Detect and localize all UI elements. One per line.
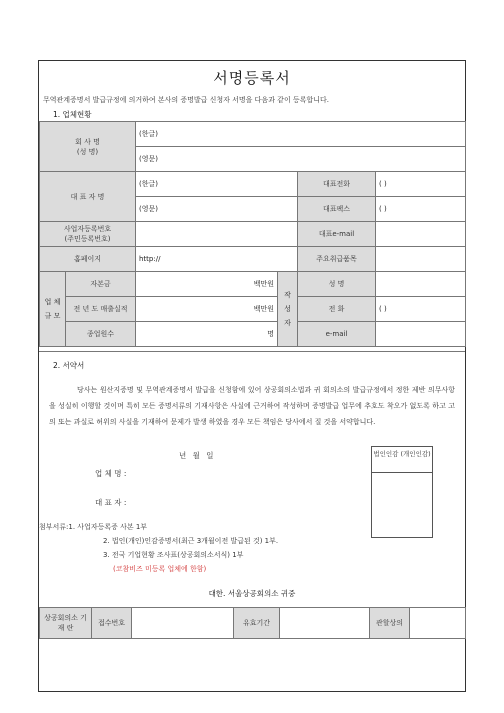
company-info-table xyxy=(39,121,466,347)
items-field[interactable] xyxy=(376,247,466,272)
section1-title: 1. 업체현황 xyxy=(53,110,92,119)
rep-name-label: 대 표 자 명 xyxy=(40,172,136,222)
attachment-item: 2. 법인(개인)인감증명서(최근 3개월이전 발급된 것) 1부. xyxy=(103,537,279,545)
section2-title: 2. 서약서 xyxy=(53,361,85,370)
attachment-note: (코참비즈 미등록 업체에 한함) xyxy=(113,565,207,573)
office-entry-label: 상공회의소 기 재 란 xyxy=(40,608,92,639)
attachment-item: 3. 전국 기업현황 조사표(상공회의소서식) 1부 xyxy=(103,551,244,559)
email-field[interactable] xyxy=(376,222,466,247)
rep-name-korean-field[interactable]: (한글) xyxy=(136,172,298,197)
sales-label: 전 년 도 매출실적 xyxy=(66,297,136,322)
writer-tel-label: 전 화 xyxy=(298,297,376,322)
homepage-field[interactable]: http:// xyxy=(136,247,298,272)
fax-label: 대표팩스 xyxy=(298,197,376,222)
employees-field[interactable]: 명 xyxy=(136,322,278,347)
biz-number-label: 사업자등록번호 (주민등록번호) xyxy=(40,222,136,247)
scale-label: 업 체 규 모 xyxy=(40,272,66,347)
writer-email-label: e-mail xyxy=(298,322,376,347)
office-use-table xyxy=(39,607,466,639)
seal-box[interactable] xyxy=(371,446,433,538)
representative-line: 대 표 자 : xyxy=(95,498,127,507)
writer-label: 작 성 자 xyxy=(278,272,298,347)
receipt-number-field[interactable] xyxy=(132,608,234,639)
issuer-line: 대한. 서울상공회의소 귀중 xyxy=(208,589,296,598)
writer-name-field[interactable] xyxy=(376,272,466,297)
rep-name-english-field[interactable]: (영문) xyxy=(136,197,298,222)
writer-tel-field[interactable]: ( ) xyxy=(376,297,466,322)
seal-label: 법인인감 (개인인감) xyxy=(372,447,432,473)
validity-label: 유효기간 xyxy=(234,608,280,639)
company-name-label: 회 사 명 (성 명) xyxy=(40,122,136,172)
phone-label: 대표전화 xyxy=(298,172,376,197)
intro-text: 무역관계증명서 발급규정에 의거하여 본사의 증명발급 신청자 서명을 다음과 같이 등록합니다. xyxy=(43,96,329,104)
form-title: 서명등록서 xyxy=(213,69,291,87)
oath-section xyxy=(39,351,465,598)
biz-number-field[interactable] xyxy=(136,222,298,247)
oath-text: 당사는 원산지증명 및 무역관계증명서 발급을 신청함에 있어 상공회의소법과 귀 회의소의 발급규정에서 정한 제반 의무사항을 성실히 이행할 것이며 특히 모든 증명서류의 기재사항은 사실에 근거하여 작성하며 증명발급 업무에 추호도 착오가 없도록 하고 고의 또는 과실로 허위의 사실을 기재하여 문제가 발생 하였을 경우 모든 책임은 당사에서 질 것을 서약합니다. xyxy=(49,386,455,426)
capital-field[interactable]: 백만원 xyxy=(136,272,278,297)
chamber-field[interactable] xyxy=(410,608,466,639)
writer-email-field[interactable] xyxy=(376,322,466,347)
employees-label: 종업원수 xyxy=(66,322,136,347)
email-label: 대표e-mail xyxy=(298,222,376,247)
company-line: 업 체 명 : xyxy=(95,469,127,478)
form-frame xyxy=(38,60,466,692)
chamber-label: 관할상의 xyxy=(370,608,410,639)
company-name-english-field[interactable]: (영문) xyxy=(136,147,466,172)
fax-field[interactable]: ( ) xyxy=(376,197,466,222)
company-name-korean-field[interactable]: (한글) xyxy=(136,122,466,147)
attachments-list xyxy=(39,520,278,576)
phone-field[interactable]: ( ) xyxy=(376,172,466,197)
writer-name-label: 성 명 xyxy=(298,272,376,297)
homepage-label: 홈페이지 xyxy=(40,247,136,272)
validity-field[interactable] xyxy=(280,608,370,639)
sales-field[interactable]: 백만원 xyxy=(136,297,278,322)
items-label: 주요취급품목 xyxy=(298,247,376,272)
capital-label: 자본금 xyxy=(66,272,136,297)
date-line: 년 월 일 xyxy=(179,451,214,460)
attachment-item: 첨부서류:1. 사업자등록증 사본 1부 xyxy=(39,523,148,531)
receipt-number-label: 접수번호 xyxy=(92,608,132,639)
